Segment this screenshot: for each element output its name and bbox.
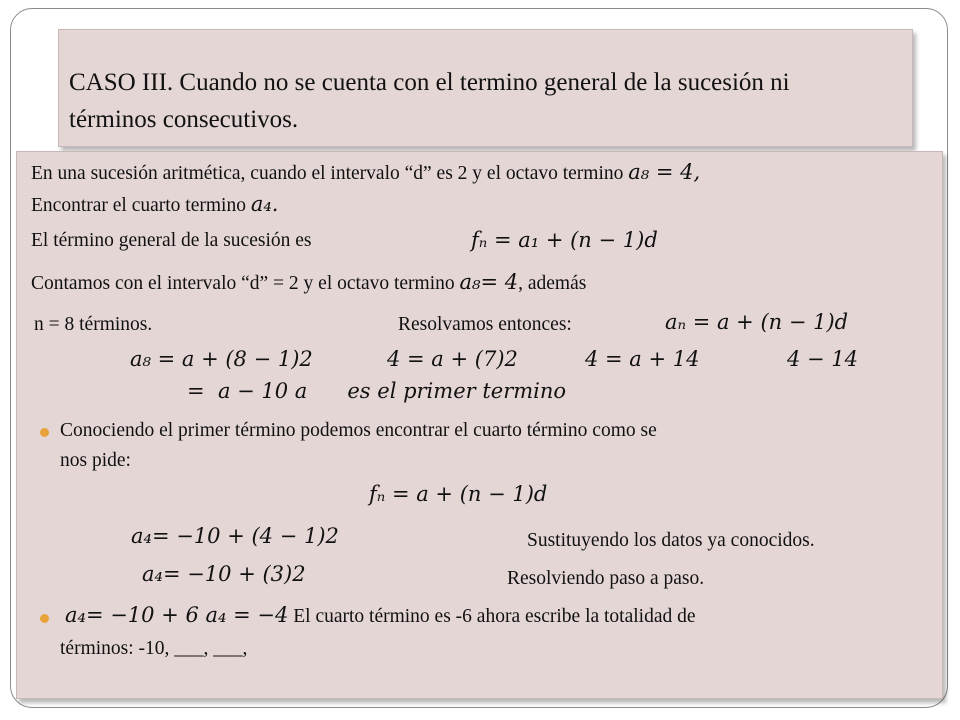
problem-text-2: Encontrar el cuarto termino [31,195,246,216]
result-text: El cuarto término es -6 ahora escribe la totalidad de [293,606,696,627]
ademas-text: , además [518,273,587,294]
interval-text: Contamos con el intervalo “d” = 2 y el octavo termino [31,273,455,294]
slide-title [58,29,913,147]
paragraph-1-line-1 [31,160,700,185]
interval-line [31,270,586,295]
paragraph-1-line-2 [31,192,278,217]
problem-text: En una sucesión aritmética, cuando el intervalo “d” es 2 y el octavo termino [31,163,624,184]
slide-content [16,151,943,699]
bullet-2-line-2: términos: -10, ___, ___, [60,638,248,659]
bullet-1-line-1: Conociendo el primer término podemos encontrar el cuarto término como se [60,420,657,441]
step-eq-3: 4 = a + 14 [585,347,700,371]
substitution-eq: a₄= −10 + (4 − 1)2 [131,524,339,548]
general-term-label: El término general de la sucesión es [31,230,312,251]
result-eq: a₄= −10 + 6 a₄ = −4 [65,603,289,627]
substitution-note: Sustituyendo los datos ya conocidos. [527,530,815,551]
bullet-1 [40,428,49,437]
bullet-2-line-1 [65,603,696,628]
bullet-1-line-2: nos pide: [60,450,131,471]
step-eq-4: 4 − 14 [787,347,859,371]
first-term-result: = a − 10 a es el primer termino [187,379,567,403]
equation-a4: a₄. [250,192,279,216]
nth-term-formula: aₙ = a + (n − 1)d [665,310,849,334]
general-term-formula: fₙ = a₁ + (n − 1)d [471,228,658,252]
equation-a8-b: a₈= 4 [459,270,519,294]
bullet-2 [40,614,49,623]
n-terms-text: n = 8 términos. [34,314,153,335]
title-line-2: términos consecutivos. [69,106,299,133]
general-term-line [31,230,311,252]
step-note: Resolviendo paso a paso. [507,568,705,589]
resolve-text: Resolvamos entonces: [398,314,572,335]
step-eq-1: a₈ = a + (8 − 1)2 [130,347,313,371]
simplified-eq: a₄= −10 + (3)2 [142,562,306,586]
title-line-1: CASO III. Cuando no se cuenta con el termino general de la sucesión ni [69,69,790,96]
formula-fn: fₙ = a + (n − 1)d [369,482,548,506]
equation-a8: a₈ = 4, [628,160,701,184]
step-eq-2: 4 = a + (7)2 [387,347,518,371]
